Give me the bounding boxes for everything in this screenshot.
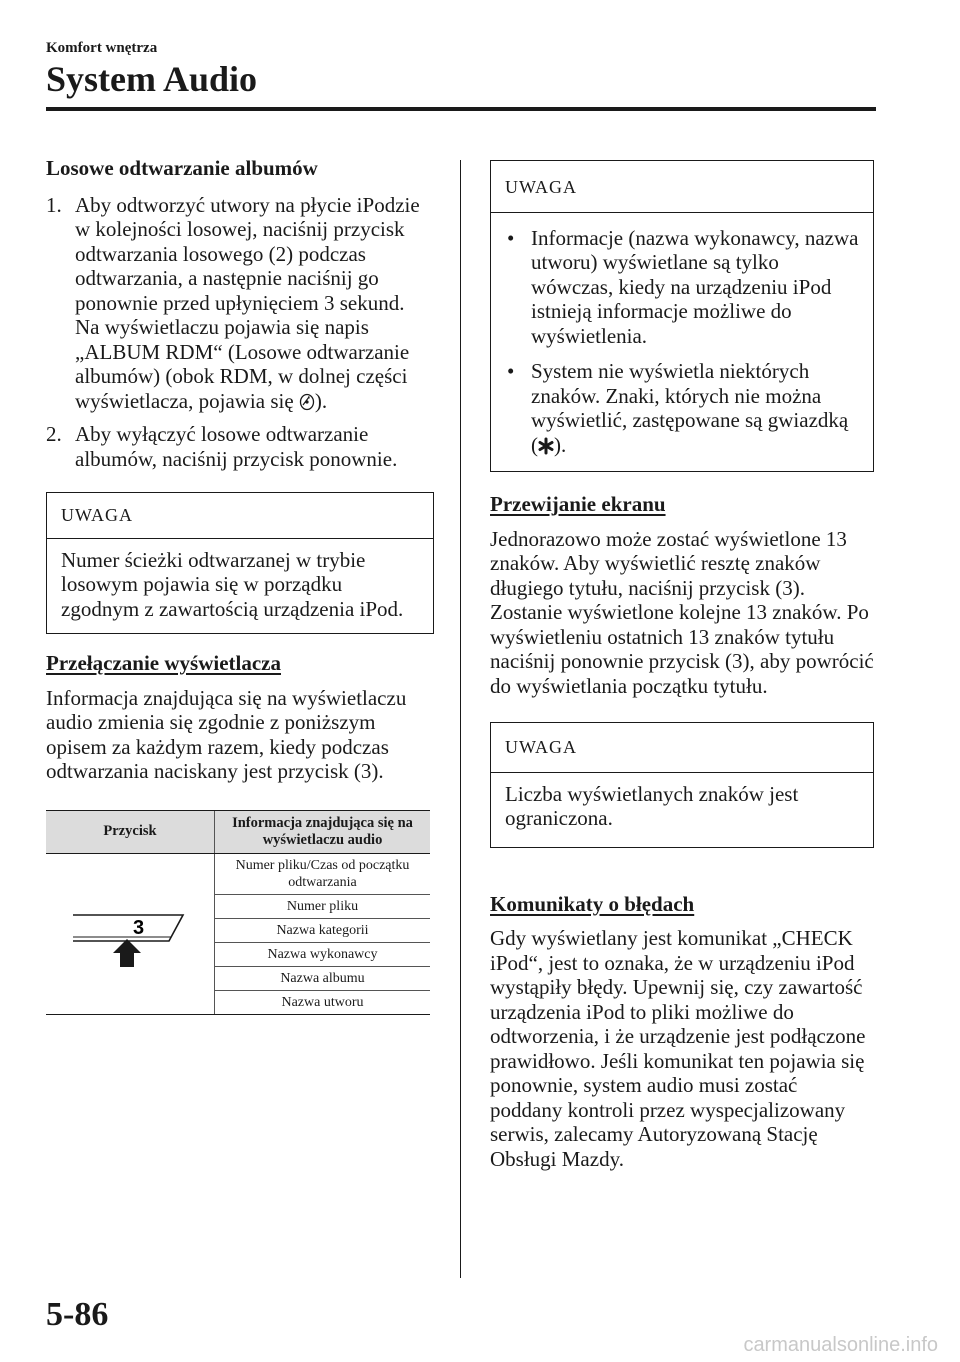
button-illustration-cell xyxy=(46,853,215,1014)
note-body: Liczba wyświetlanych znaków jest ograniczona. xyxy=(505,781,799,830)
table-row: Nazwa wykonawcy xyxy=(215,942,431,966)
step-2 xyxy=(46,422,434,471)
bullet-dot-icon: • xyxy=(507,359,515,383)
left-column xyxy=(46,156,434,1015)
step-2-number: 2. xyxy=(46,422,62,446)
page-title: System Audio xyxy=(46,59,258,99)
table-row: Nazwa albumu xyxy=(215,966,431,990)
title-rule xyxy=(46,107,876,111)
section-label: Komfort wnętrza xyxy=(46,40,158,56)
display-info-table xyxy=(46,810,430,1015)
note-header: UWAGA xyxy=(491,723,873,773)
error-heading: Komunikaty o błędach xyxy=(490,891,695,916)
note-bullet-1-text: Informacje (nazwa wykonawcy, nazwa utworu) wyświetlane są tylko wówczas, kiedy na urządzeniu iPod istnieją informacje możliwe do wyświetlenia. xyxy=(531,225,859,348)
column-divider xyxy=(460,160,461,1278)
note-header: UWAGA xyxy=(47,493,433,539)
note-box-chars xyxy=(490,722,874,848)
shuffle-disc-icon xyxy=(299,392,315,410)
table-row: Numer pliku/Czas od początku odtwarzania xyxy=(215,853,431,894)
table-header-button: Przycisk xyxy=(46,810,215,853)
bullet-dot-icon: • xyxy=(507,225,515,250)
step-1-text-end: ). xyxy=(314,388,328,413)
note-bullet-2-text: System nie wyświetla niektórych znaków. Znaki, których nie można wyświetlić, zastępowane są gwiazdką ( xyxy=(531,359,849,457)
random-album-heading: Losowe odtwarzanie albumów xyxy=(46,156,318,180)
error-text: Gdy wyświetlany jest komunikat „CHECK iPod“, jest to oznaka, że w urządzeniu iPod wystąpiły błędy. Upewnij się, czy zawartość urządzenia iPod to pliki możliwe do odtworzenia, i że urządzenie jest podłączone prawidłowo. Jeśli komunikat ten pojawia się ponownie, system audio musi zostać poddany kontroli przez wyspecjalizowany serwis, zalecamy Autoryzowaną Stację Obsługi Mazdy. xyxy=(490,926,866,1171)
step-2-text: Aby wyłączyć losowe odtwarzanie albumów, naciśnij przycisk ponownie. xyxy=(75,422,398,471)
scroll-heading: Przewijanie ekranu xyxy=(490,492,666,516)
watermark: carmanualsonline.info xyxy=(743,1334,938,1356)
display-switch-heading: Przełączanie wyświetlacza xyxy=(46,651,281,675)
button-3-label: 3 xyxy=(133,917,145,939)
press-arrow-icon xyxy=(113,939,141,967)
table-row: Numer pliku xyxy=(215,894,431,918)
step-1 xyxy=(46,193,434,414)
button-3-illustration xyxy=(65,891,195,971)
page-number: 5-86 xyxy=(46,1296,109,1333)
note-header: UWAGA xyxy=(491,161,873,213)
step-1-text: Aby odtworzyć utwory na płycie iPodzie w kolejności losowej, naciśnij przycisk odtwarzania losowego (2) podczas odtwarzania, a następnie naciśnij go ponownie przed upłynięciem 3 sekund. Na wyświetlaczu pojawia się napis „ALBUM RDM“ (Losowe odtwarzanie albumów) (obok RDM, w dolnej części wyświetlacza, pojawia się xyxy=(75,192,420,413)
note-body xyxy=(491,213,873,472)
right-column xyxy=(490,160,874,1171)
note-bullet-1 xyxy=(505,226,859,349)
note-bullet-2 xyxy=(505,359,859,457)
note-box-info xyxy=(490,160,874,472)
scroll-text: Jednorazowo może zostać wyświetlone 13 znaków. Aby wyświetlić resztę znaków długiego tytułu, naciśnij przycisk (3). Zostanie wyświetlone kolejne 13 znaków. Po wyświetleniu ostatnich 13 znaków tytułu naciśnij ponownie przycisk (3), aby powrócić do wyświetlania początku tytułu. xyxy=(490,526,874,698)
table-header-info: Informacja znajdująca się na wyświetlaczu audio xyxy=(215,810,431,853)
note-body: Numer ścieżki odtwarzanej w trybie losowym pojawia się w porządku zgodnym z zawartością urządzenia iPod. xyxy=(61,547,404,621)
asterisk-icon xyxy=(538,436,554,454)
step-1-number: 1. xyxy=(46,192,62,217)
table-row: Nazwa kategorii xyxy=(215,918,431,942)
note-box-random xyxy=(46,492,434,634)
display-switch-text: Informacja znajdująca się na wyświetlaczu audio zmienia się zgodnie z poniższym opisem za każdym razem, kiedy podczas odtwarzania naciskany jest przycisk (3). xyxy=(46,685,407,783)
note-bullet-2-end: ). xyxy=(554,432,567,457)
table-row: Nazwa utworu xyxy=(215,990,431,1014)
